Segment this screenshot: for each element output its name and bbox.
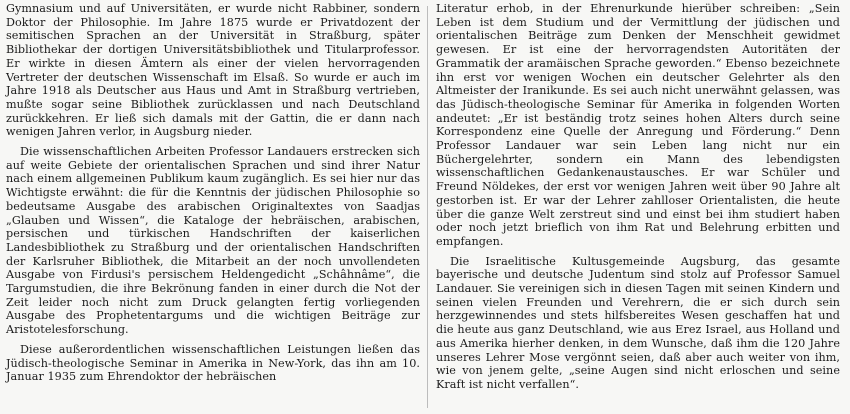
right-paragraph-1: Literatur erhob, in der Ehrenurkunde hierüber schreiben: „Sein Leben ist dem Studium und der Vermittlung der jüdischen und orientalischen Beiträge zum Denken der Menschheit gewidmet gewesen. Er ist eine der hervorragendsten Autoritäten der Grammatik der aramäischen Sprache geworden.“ Ebenso bezeichnete ihn erst vor wenigen Wochen ein deutscher Gelehrter als den Altmeister der Iranikunde. Es sei auch nicht unerwähnt gelassen, was das Jüdisch-theologische Seminar für Amerika in folgenden Worten andeutet: „Er ist beständig trotz seines hohen Alters durch seine Korrespondenz eine Quelle der Anregung und Förderung.“ Denn Professor Landauer war sein Leben lang nicht nur ein Büchergelehrter, sondern ein Mann des lebendigsten wissenschaftlichen Gedankenaustausches. Er war Schüler und Freund Nöldekes, der erst vor wenigen Jahren weit über 90 Jahre alt gestorben ist. Er war der Lehrer zahlloser Orientalisten, die heute über die ganze Welt zerstreut sind und einst bei ihm studiert haben oder noch jetzt brieflich von ihm Rat und Belehrung erbitten und empfangen. [436, 2, 840, 248]
right-column [436, 2, 840, 392]
left-paragraph-3: Diese außerordentlichen wissenschaftlichen Leistungen ließen das Jüdisch-theologische Seminar in Amerika in New-York, das ihn am 10. Januar 1935 zum Ehrendoktor der hebräischen [6, 342, 420, 384]
right-paragraph-2: Die Israelitische Kultusgemeinde Augsburg, das gesamte bayerische und deutsche Judentum sind stolz auf Professor Samuel Landauer. Sie vereinigen sich in diesen Tagen mit seinen Kindern und seinen vielen Freunden und Verehrern, die er sich durch sein herzgewinnendes und stets hilfsbereites Wesen geschaffen hat und die heute aus ganz Deutschland, wie aus Erez Israel, aus Holland und aus Amerika hierher denken, in dem Wunsche, daß ihm die 120 Jahre unseres Lehrer Mose vergönnt seien, daß aber auch weiter von ihm, wie von jenem gelte, „seine Augen sind nicht erloschen und seine Kraft ist nicht verfallen“. [436, 254, 840, 391]
column-divider [427, 6, 428, 408]
left-column [6, 2, 420, 384]
left-paragraph-1: Gymnasium und auf Universitäten, er wurde nicht Rabbiner, sondern Doktor der Philosophie. Im Jahre 1875 wurde er Privatdozent der semitischen Sprachen an der Universität in Straßburg, später Bibliothekar der dortigen Universitätsbibliothek und Titularprofessor. Er wirkte in diesen Ämtern als einer der vielen hervorragenden Vertreter der deutschen Wissenschaft im Elsaß. So wurde er auch im Jahre 1918 als Deutscher aus Haus und Amt in Straßburg vertrieben, mußte sogar seine Bibliothek zurücklassen und nach Deutschland zurückkehren. Er ließ sich damals mit der Gattin, die er dann nach wenigen Jahren verlor, in Augsburg nieder. [6, 2, 420, 139]
left-paragraph-2: Die wissenschaftlichen Arbeiten Professor Landauers erstrecken sich auf weite Gebiete der orientalischen Sprachen und sind ihrer Natur nach einem allgemeinen Publikum kaum zugänglich. Es sei hier nur das Wichtigste erwähnt: die für die Kenntnis der jüdischen Philosophie so bedeutsame Ausgabe des arabischen Originaltextes von Saadjas „Glauben und Wissen“, die Kataloge der hebräischen, arabischen, persischen und türkischen Handschriften der kaiserlichen Landesbibliothek zu Straßburg und der orientalischen Handschriften der Karlsruher Bibliothek, die Mitarbeit an der noch unvollendeten Ausgabe von Firdusi's persischem Heldengedicht „Schâhnâme“, die Targumstudien, die ihre Bekrönung fanden in einer durch die Not der Zeit leider noch nicht zum Druck gelangten fertig vorliegenden Ausgabe des Prophetentargums und die wichtigen Beiträge zur Aristotelesforschung. [6, 145, 420, 337]
